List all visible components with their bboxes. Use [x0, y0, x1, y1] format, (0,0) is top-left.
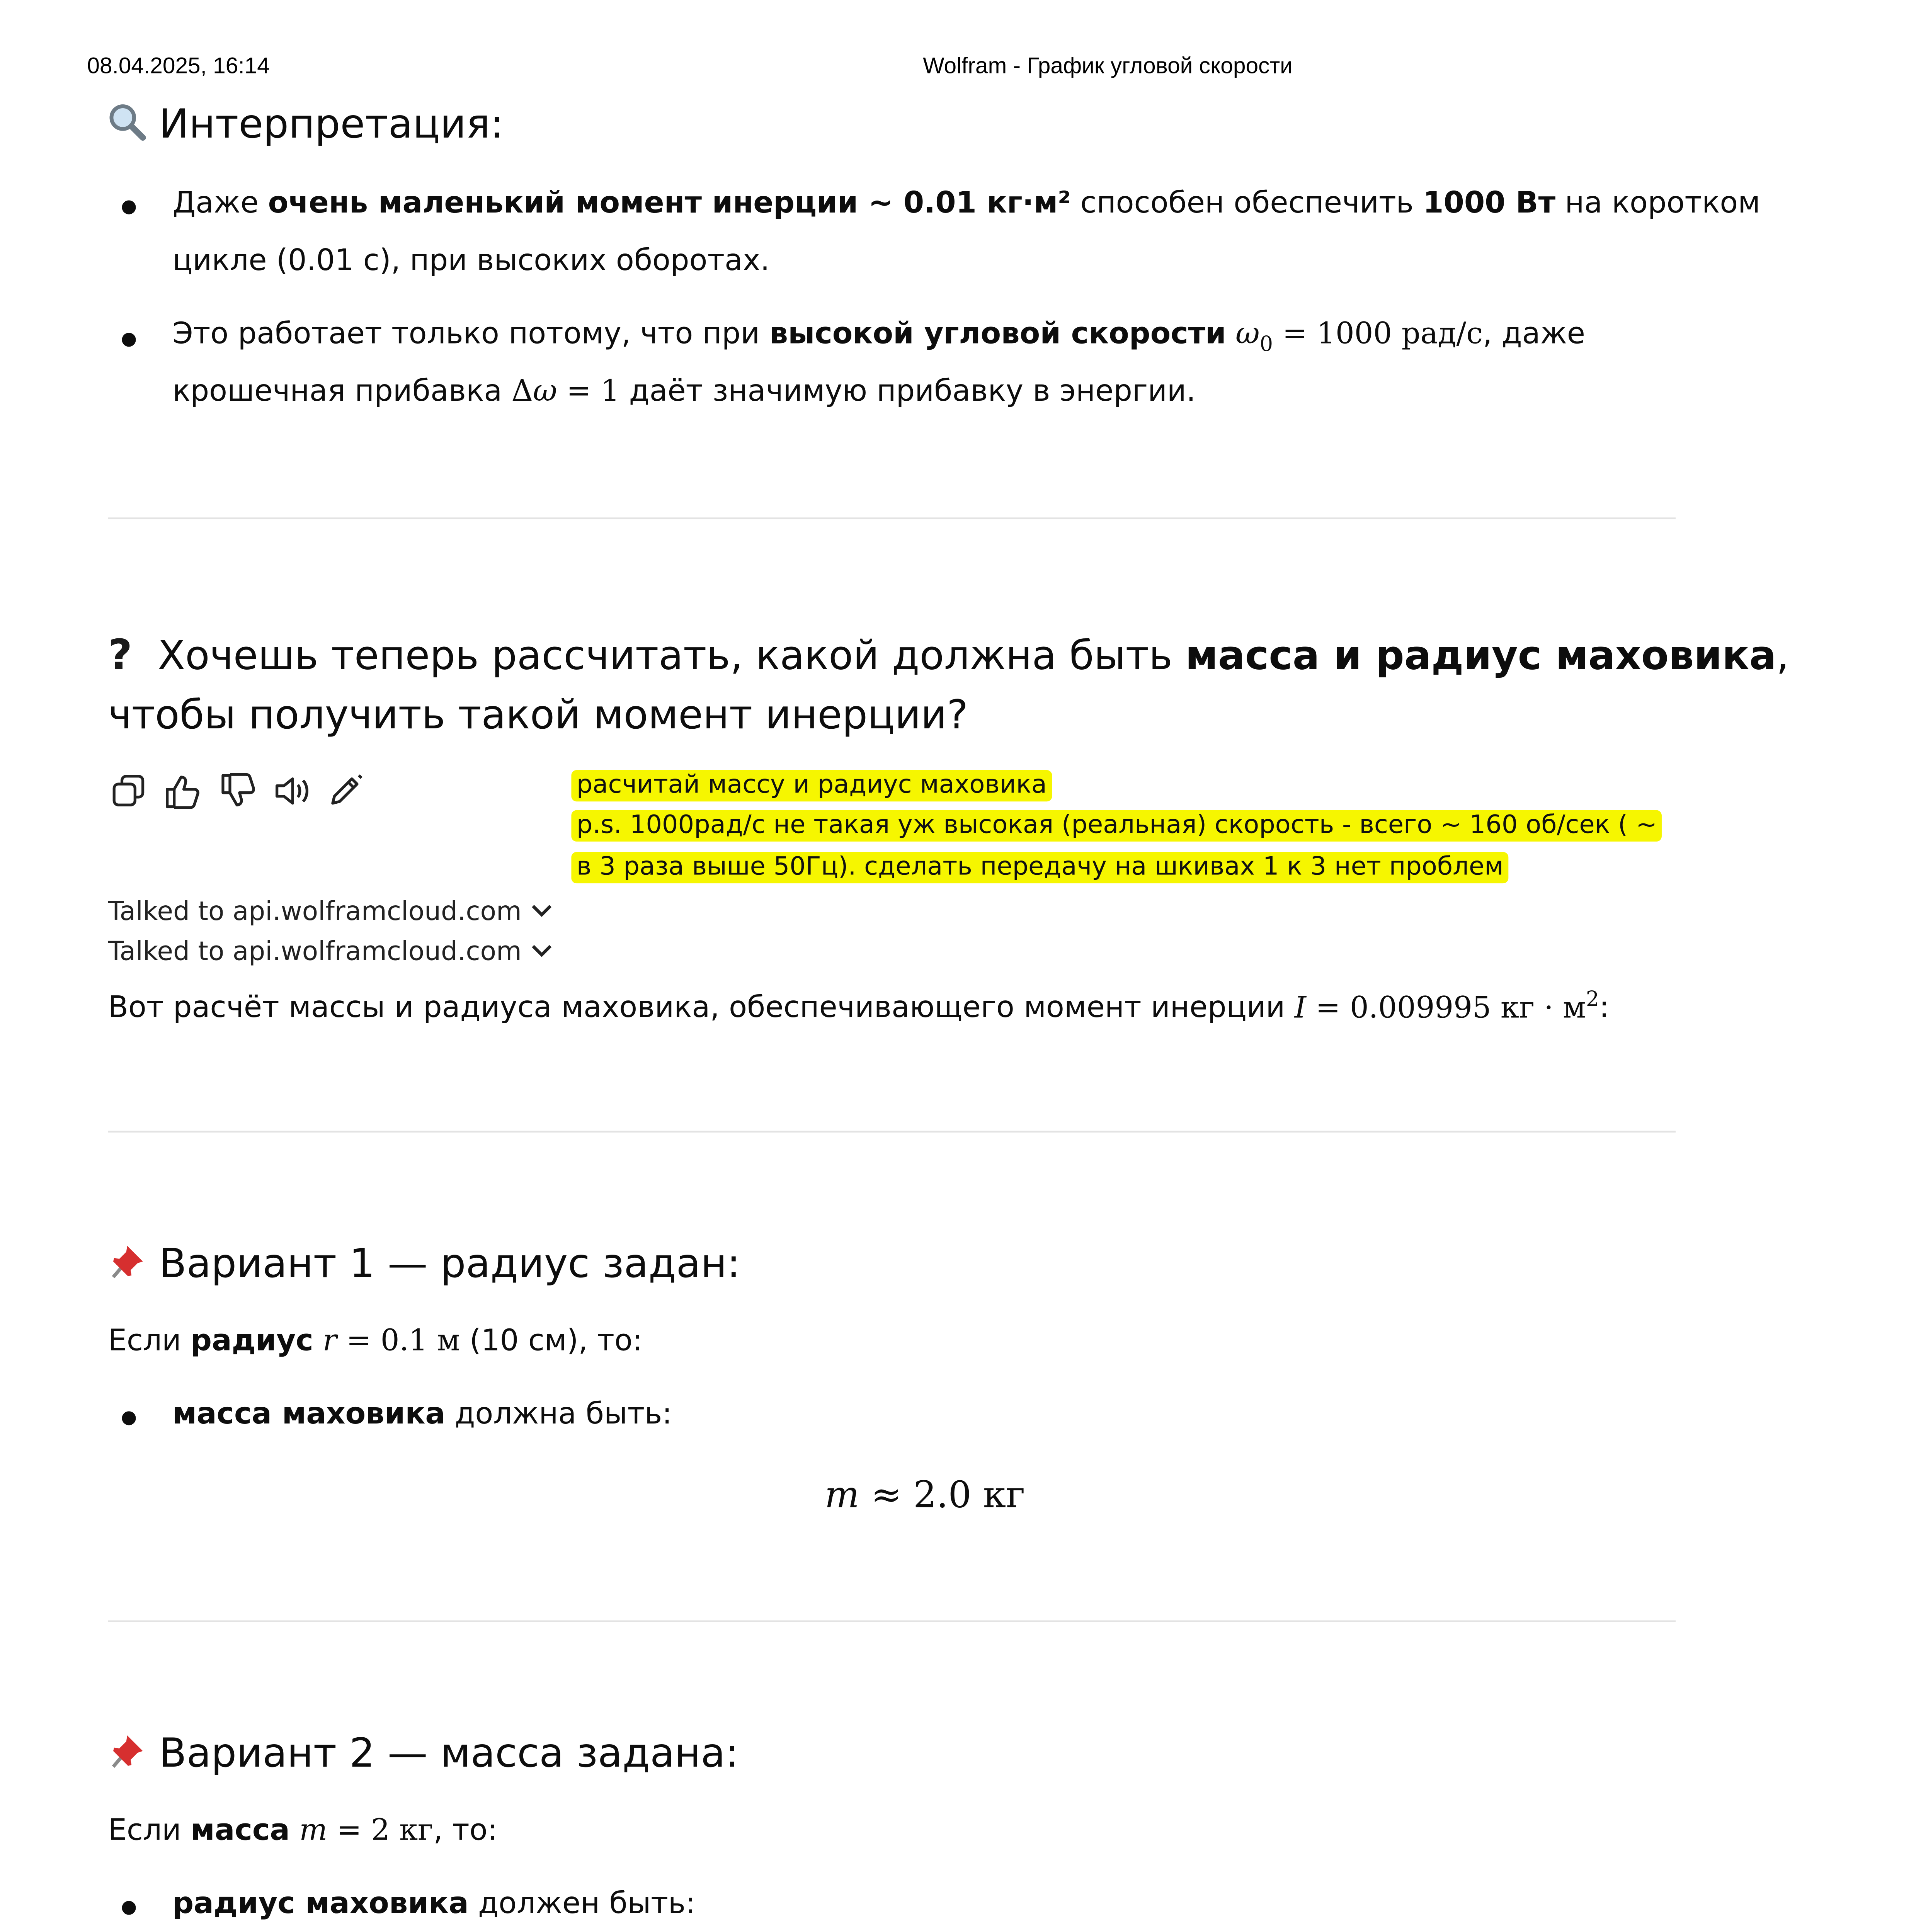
interp-bullet-1-line-1: Даже очень маленький момент инерции ~ 0.01 кг·м² способен обеспечить 1000 Вт на коротком [172, 186, 1761, 221]
bullet-dot [122, 1901, 136, 1915]
interp-bullet-2-line-1: Это работает только потому, что при высокой угловой скорости $\omega_0 = 1000$ рад/с, даже [172, 317, 1585, 356]
chevron-down-icon[interactable] [530, 903, 554, 920]
bullet-dot [122, 333, 136, 347]
interp-bullet-2-line-2: крошечная прибавка Δω = 1 даёт значимую прибавку в энергии. [172, 374, 1196, 410]
variant-1-result-formula: m ≈ 2.0 кг [824, 1474, 1025, 1516]
interpretation-heading [108, 103, 504, 148]
variant-1-paragraph: Если радиус r = 0.1 м (10 см), то: [108, 1324, 643, 1359]
question-line-2: чтобы получить такой момент инерции? [108, 693, 968, 739]
variant-2-paragraph: Если масса m = 2 кг, то: [108, 1813, 498, 1849]
tool-call-2[interactable]: Talked to api.wolframcloud.com [108, 935, 554, 967]
bullet-dot [122, 201, 136, 214]
divider [108, 517, 1676, 519]
mass-formula: m = 2 кг [299, 1813, 434, 1849]
pushpin-icon [108, 1242, 146, 1281]
divider [108, 1620, 1676, 1622]
edit-icon[interactable] [325, 772, 367, 810]
read-aloud-icon[interactable] [272, 772, 314, 810]
bullet-dot [122, 1411, 136, 1425]
message-actions [110, 772, 367, 810]
magnifier-icon [108, 103, 146, 141]
question-line-1: ? Хочешь теперь рассчитать, какой должна быть масса и радиус маховика, [108, 631, 1789, 680]
question-mark-icon: ? [108, 631, 133, 680]
print-datetime: 08.04.2025, 16:14 [87, 52, 270, 78]
interpretation-heading-text: Интерпретация: [159, 103, 504, 148]
interp-bullet-1-line-2: цикле (0.01 с), при высоких оборотах. [172, 244, 770, 279]
variant-1-heading: Вариант 1 — радиус задан: [108, 1242, 740, 1287]
user-message-line-2: p.s. 1000рад/с не такая уж высокая (реальная) скорость - всего ~ 160 об/сек ( ~ [571, 812, 1662, 840]
omega0-formula: $\omega_0 = 1000$ рад/с [1235, 317, 1483, 356]
copy-icon[interactable] [110, 772, 148, 810]
chevron-down-icon[interactable] [530, 942, 554, 960]
user-message-line-3: в 3 раза выше 50Гц). сделать передачу на шкивах 1 к 3 нет проблем [571, 854, 1509, 881]
thumbs-up-icon[interactable] [163, 772, 204, 810]
user-message-line-1: расчитай массу и радиус маховика [571, 772, 1052, 800]
radius-formula: r = 0.1 м [323, 1324, 460, 1359]
thumbs-down-icon[interactable] [218, 772, 259, 810]
print-title: Wolfram - График угловой скорости [923, 52, 1293, 78]
variant-1-bullet: масса маховика должна быть: [172, 1397, 672, 1432]
intro-paragraph: Вот расчёт массы и радиуса маховика, обеспечивающего момент инерции I = 0.009995 кг · $м^2$: [108, 986, 1610, 1026]
delta-omega-formula: Δω = 1 [511, 374, 620, 410]
variant-2-heading: Вариант 2 — масса задана: [108, 1732, 738, 1777]
inertia-formula: I = 0.009995 кг · $м^2$ [1294, 986, 1600, 1026]
variant-2-bullet: радиус маховика должен быть: [172, 1887, 696, 1922]
divider [108, 1131, 1676, 1133]
tool-call-1[interactable]: Talked to api.wolframcloud.com [108, 896, 554, 927]
pushpin-icon [108, 1732, 146, 1770]
